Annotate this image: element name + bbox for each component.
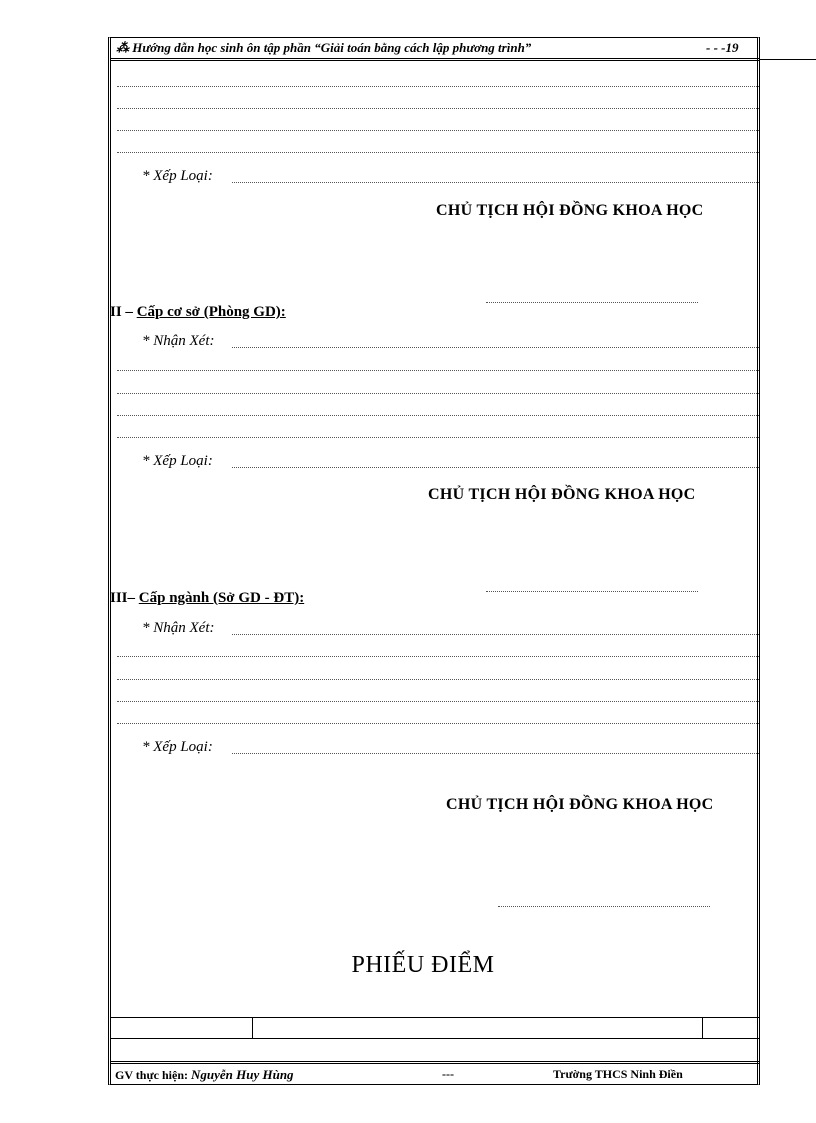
section-title: Cấp ngành (Sở GD - ĐT): — [138, 590, 305, 606]
section-heading: III– Cấp ngành (Sở GD - ĐT): — [110, 590, 305, 606]
page-frame — [108, 37, 760, 1085]
gv-name: Nguyễn Huy Hùng — [190, 1067, 294, 1082]
dotted-line — [117, 723, 759, 724]
score-sheet-title: PHIẾU ĐIỂM — [351, 952, 495, 978]
nhan-xet-line — [232, 634, 759, 635]
score-table — [110, 1017, 760, 1039]
dotted-line — [117, 108, 759, 109]
xep-loai-label: * Xếp Loại: — [142, 168, 213, 184]
dotted-line — [117, 679, 759, 680]
signature-line — [486, 591, 698, 592]
dotted-line — [117, 130, 759, 131]
table-divider — [252, 1018, 253, 1038]
signature-line — [486, 302, 698, 303]
running-header-title: ⁂ Hướng dẫn học sinh ôn tập phần “Giải toán bằng cách lập phương trình” — [116, 40, 532, 55]
dotted-line — [117, 152, 759, 153]
nhan-xet-label: * Nhận Xét: — [142, 620, 215, 636]
dotted-line — [117, 415, 759, 416]
xep-loai-line — [232, 467, 759, 468]
dotted-line — [117, 393, 759, 394]
table-divider — [702, 1018, 703, 1038]
dotted-line — [117, 86, 759, 87]
header-rule-tail — [760, 59, 816, 60]
xep-loai-label: * Xếp Loại: — [142, 453, 213, 469]
dotted-line — [117, 370, 759, 371]
xep-loai-label: * Xếp Loại: — [142, 739, 213, 755]
section-title: Cấp cơ sở (Phòng GD): — [136, 304, 286, 320]
nhan-xet-label: * Nhận Xét: — [142, 333, 215, 349]
footer-author — [115, 1067, 294, 1083]
gv-label: GV thực hiện: — [115, 1068, 188, 1082]
xep-loai-line — [232, 182, 759, 183]
dotted-line — [117, 437, 759, 438]
section-heading: II – Cấp cơ sở (Phòng GD): — [110, 304, 286, 320]
xep-loai-line — [232, 753, 759, 754]
chair-title: CHỦ TỊCH HỘI ĐỒNG KHOA HỌC — [436, 202, 704, 219]
dotted-line — [117, 701, 759, 702]
chair-title: CHỦ TỊCH HỘI ĐỒNG KHOA HỌC — [446, 796, 714, 813]
page-number: - - -19 — [706, 40, 739, 55]
footer-school: Trường THCS Ninh Điền — [553, 1067, 683, 1081]
footer-rule — [110, 1061, 760, 1064]
footer-separator: --- — [442, 1067, 454, 1081]
chair-title: CHỦ TỊCH HỘI ĐỒNG KHOA HỌC — [428, 486, 696, 503]
header-rule — [110, 58, 760, 61]
dotted-line — [117, 656, 759, 657]
nhan-xet-line — [232, 347, 759, 348]
signature-line — [498, 906, 710, 907]
